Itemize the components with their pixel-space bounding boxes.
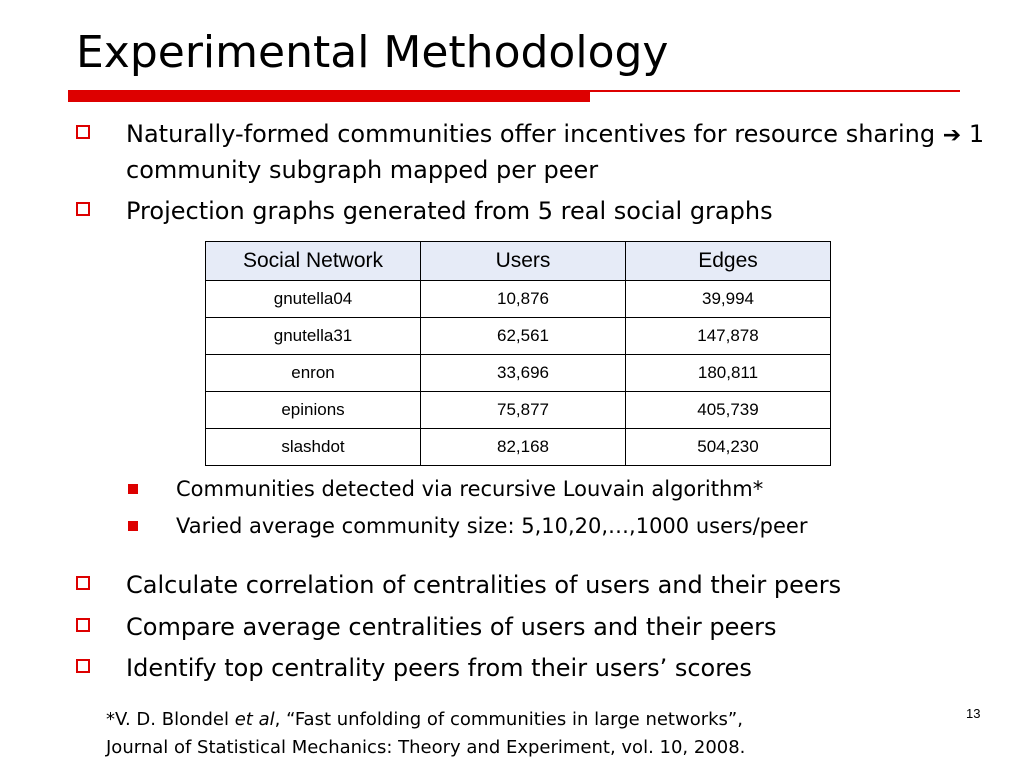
footnote-line: Journal of Statistical Mechanics: Theory and Experiment, vol. 10, 2008.	[106, 737, 746, 758]
footnote-text: , “Fast unfolding of communities in large networks”,	[274, 709, 743, 730]
bullet-item	[76, 117, 985, 187]
title-underline-thick	[68, 90, 590, 102]
table-header-row	[206, 242, 831, 281]
slide-title: Experimental Methodology	[76, 27, 669, 78]
column-header: Edges	[626, 242, 831, 281]
bullet-text: Projection graphs generated from 5 real social graphs	[126, 197, 773, 225]
table-cell: 180,811	[626, 355, 831, 392]
bullet-text-part: Naturally-formed communities offer incentives for resource sharing	[126, 120, 936, 148]
table-cell: 33,696	[421, 355, 626, 392]
table-cell: 75,877	[421, 392, 626, 429]
hollow-square-bullet-icon	[76, 125, 90, 139]
sub-bullet-item	[128, 474, 988, 504]
footnote-italic-text: et al	[234, 709, 275, 730]
table-cell: 82,168	[421, 429, 626, 466]
table-cell: gnutella31	[206, 318, 421, 355]
right-arrow-icon: ➔	[942, 123, 962, 148]
table-cell: 62,561	[421, 318, 626, 355]
filled-square-bullet-icon	[128, 521, 138, 531]
footnote-line	[106, 706, 745, 734]
table-cell: 147,878	[626, 318, 831, 355]
bullet-item	[76, 610, 976, 644]
table-cell: 10,876	[421, 281, 626, 318]
table-cell: 39,994	[626, 281, 831, 318]
table-row	[206, 392, 831, 429]
table-cell: slashdot	[206, 429, 421, 466]
table-cell: epinions	[206, 392, 421, 429]
bullet-text: Identify top centrality peers from their users’ scores	[126, 654, 752, 682]
table-cell: 405,739	[626, 392, 831, 429]
hollow-square-bullet-icon	[76, 659, 90, 673]
bullet-text: Calculate correlation of centralities of users and their peers	[126, 571, 842, 599]
table-cell: 504,230	[626, 429, 831, 466]
footnote-text: *V. D. Blondel	[106, 709, 235, 730]
table-row	[206, 429, 831, 466]
bullet-text: Compare average centralities of users and their peers	[126, 613, 777, 641]
table-row	[206, 355, 831, 392]
bullet-item	[76, 568, 976, 602]
bullet-text	[126, 117, 986, 187]
footnote-citation	[106, 706, 745, 762]
sub-bullet-item	[128, 511, 988, 541]
bullet-item	[76, 651, 976, 685]
hollow-square-bullet-icon	[76, 618, 90, 632]
bullet-item	[76, 194, 976, 228]
page-number: 13	[966, 706, 981, 721]
filled-square-bullet-icon	[128, 484, 138, 494]
title-underline-thin	[590, 90, 960, 92]
bullet-text-part: 1 community subgraph mapped per peer	[126, 120, 985, 184]
hollow-square-bullet-icon	[76, 202, 90, 216]
column-header: Users	[421, 242, 626, 281]
table-row	[206, 318, 831, 355]
column-header: Social Network	[206, 242, 421, 281]
sub-bullet-text: Communities detected via recursive Louvain algorithm*	[176, 477, 764, 501]
social-network-table	[205, 241, 831, 466]
table-cell: gnutella04	[206, 281, 421, 318]
table-cell: enron	[206, 355, 421, 392]
hollow-square-bullet-icon	[76, 576, 90, 590]
sub-bullet-text: Varied average community size: 5,10,20,…,1000 users/peer	[176, 514, 808, 538]
table-row	[206, 281, 831, 318]
